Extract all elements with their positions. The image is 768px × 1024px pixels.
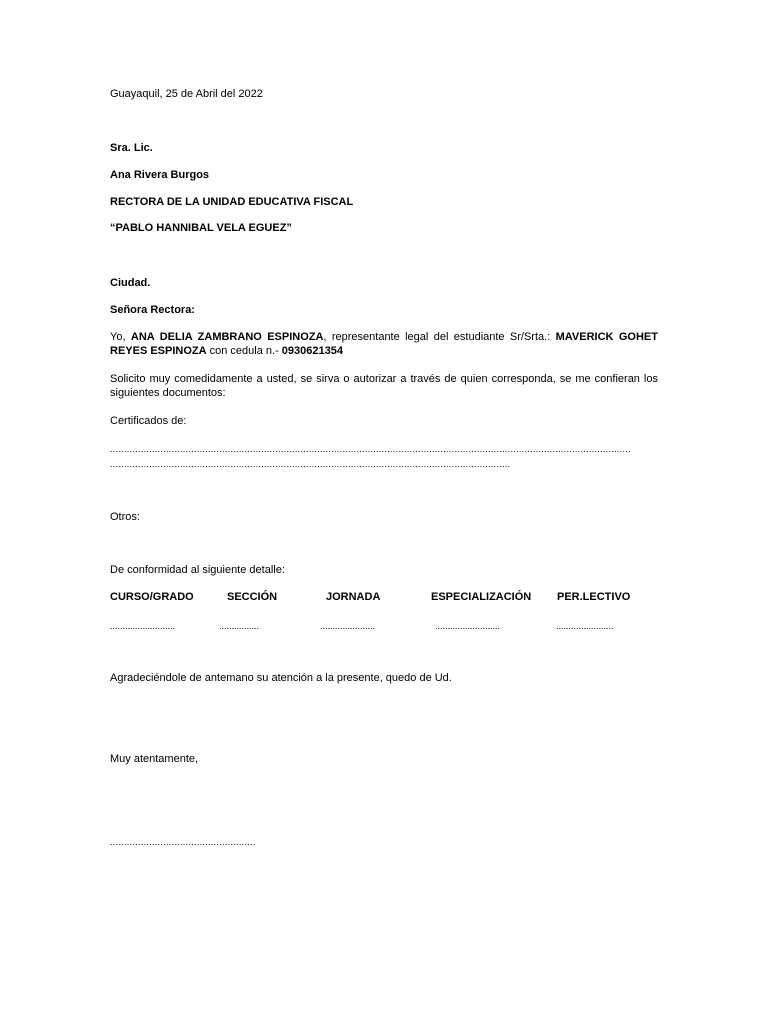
recipient-title: Sra. Lic. — [110, 142, 153, 154]
city: Ciudad. — [110, 277, 151, 289]
certificates-line-1: .......................................................................................................................................................................................... — [110, 444, 631, 454]
recipient-name: Ana Rivera Burgos — [110, 169, 210, 181]
student-name: MAVERICK GOHET REYES ESPINOZA — [110, 331, 658, 357]
blank-jornada: ...................... — [320, 621, 376, 631]
header-especializacion: ESPECIALIZACIÓN — [431, 591, 532, 603]
sign-off: Muy atentamente, — [110, 753, 199, 765]
salutation: Señora Rectora: — [110, 304, 195, 316]
recipient-institution: “PABLO HANNIBAL VELA EGUEZ” — [110, 222, 292, 234]
closing: Agradeciéndole de antemano su atención a la presente, quedo de Ud. — [110, 672, 452, 684]
intro-prefix: Yo, — [110, 331, 131, 343]
intro-paragraph — [110, 330, 658, 358]
blank-curso-grado: .......................... — [110, 621, 176, 631]
header-jornada: JORNADA — [326, 591, 381, 603]
certificates-line-2: ............................................................................................................................................... — [110, 459, 511, 469]
intro-middle: , representante legal del estudiante Sr/Srta.: — [323, 331, 556, 343]
header-per-lectivo: PER.LECTIVO — [557, 591, 631, 603]
representative-name: ANA DELIA ZAMBRANO ESPINOZA — [130, 331, 324, 343]
letter-page — [110, 0, 658, 1024]
detail-label: De conformidad al siguiente detalle: — [110, 564, 285, 576]
recipient-position: RECTORA DE LA UNIDAD EDUCATIVA FISCAL — [110, 196, 354, 208]
blank-per-lectivo: ....................... — [556, 621, 614, 631]
certificates-label: Certificados de: — [110, 415, 187, 427]
header-curso-grado: CURSO/GRADO — [110, 591, 194, 603]
place-date: Guayaquil, 25 de Abril del 2022 — [110, 88, 263, 100]
others-label: Otros: — [110, 511, 140, 523]
header-seccion: SECCIÓN — [227, 591, 278, 603]
blank-especializacion: .......................... — [435, 621, 501, 631]
signature-line: .................................................... — [110, 837, 256, 847]
intro-id-text: con cedula n.- — [206, 345, 282, 357]
request-paragraph: Solicito muy comedidamente a usted, se sirva o autorizar a través de quien corresponda, se me confieran los siguientes documentos: — [110, 373, 658, 399]
id-number: 0930621354 — [281, 345, 343, 357]
blank-seccion: ................ — [219, 621, 260, 631]
